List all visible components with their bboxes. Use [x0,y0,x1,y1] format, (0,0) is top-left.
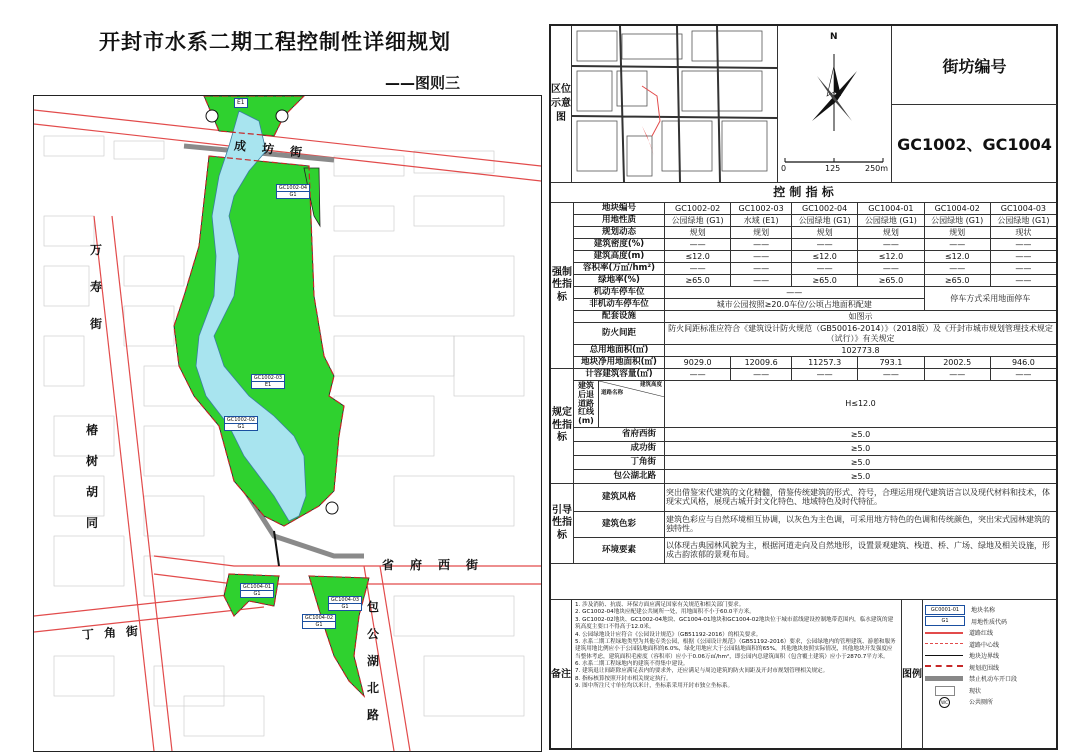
block-number-header: 街坊编号 [891,26,1057,105]
street-label-wanshou [90,241,102,332]
parcel-label[interactable]: GC1002-03 E1 [251,374,285,389]
cell: 2002.5 [924,357,990,369]
legend-text: 地块名称 [971,607,996,615]
row-label: 丁角街 [574,455,665,469]
cell: ≥5.0 [665,427,1057,441]
cell: 规划 [858,227,924,239]
cell: —— [731,239,792,251]
cell: ≥65.0 [665,275,731,287]
legend-item [925,685,1055,697]
street-char: 路 [367,708,380,722]
cell: —— [990,251,1056,263]
row-label: 规划动态 [574,227,665,239]
parcel-label[interactable]: GC1002-04 G1 [276,184,310,199]
cell: —— [990,263,1056,275]
note-item: 1. 涉及消防、抗震、环保方面应满足国家有关规范和相关部门要求。 [575,602,745,608]
street-label-baogonghu [367,598,379,723]
cell: 水域 (E1) [731,215,792,227]
cell: 规划 [665,227,731,239]
row-label: 建筑密度(%) [574,239,665,251]
cell: ≥5.0 [665,455,1057,469]
legend-text: 地块边界线 [969,653,1000,661]
row-label: 成功街 [574,441,665,455]
legend-text: 公共厕所 [969,699,994,707]
cell: 102773.8 [665,345,1057,357]
parcel-tag-top[interactable]: E1 [234,98,248,108]
cell: —— [665,287,925,299]
col-header: 地块编号 [574,203,665,215]
cell: —— [731,251,792,263]
street-char: 公 [367,627,380,641]
legend-swatch [925,652,963,660]
cell: —— [858,263,924,275]
cell: —— [791,369,857,381]
cell: 现状 [990,227,1056,239]
cell: —— [924,369,990,381]
cell: —— [791,263,857,275]
cell: 公园绿地 (G1) [665,215,731,227]
street-char: 湖 [367,654,380,668]
parcel-label[interactable]: GC1004-03 G1 [328,596,362,611]
legend-swatch [925,675,963,683]
row-label: 总用地面积(㎡) [574,345,665,357]
location-map [572,26,778,182]
legend-swatch [925,663,963,671]
cell: ≥5.0 [665,441,1057,455]
cell: 建筑色彩应与自然环境相互协调，以灰色为主色调，可采用地方特色的色调和传统颜色，突出宋式园林建筑的独特性。 [665,511,1057,537]
note-item: 6. 水系二期工程绿地内的建筑不得集中建设。 [575,661,689,667]
street-char: 万 [90,243,103,257]
cell: 公园绿地 (G1) [791,215,857,227]
cell: ≥65.0 [791,275,857,287]
cell: ≤12.0 [665,251,731,263]
legend-text: 道路中心线 [969,641,1000,649]
row-label: 地块净用地面积(㎡) [574,357,665,369]
cell: —— [731,369,792,381]
cell: 如图示 [665,311,1057,323]
section-mandatory: 强制性指标 [551,203,574,369]
setback-label: 建筑后退道路红线(m) [574,381,599,427]
parcel-label[interactable]: GC1002-02 G1 [224,416,258,431]
cell: —— [990,239,1056,251]
legend-swatch [925,640,963,648]
cell: 突出借鉴宋代建筑的文化精髓，借鉴传统建筑的形式、符号，合理运用现代建筑语言以及现代材料和技术，体现宋式风格，展现古城开封文化特色、地域特色及时代特征。 [665,483,1057,511]
street-char: 包 [367,600,380,614]
cell: 11257.3 [791,357,857,369]
street-char: 府 [410,558,423,572]
control-indicators [551,182,1056,564]
col-header: GC1002-03 [731,203,792,215]
row-label: 环境要素 [574,537,665,563]
street-char: 同 [86,516,99,530]
col-header: GC1004-02 [924,203,990,215]
street-char: 北 [367,681,380,695]
cell: 12009.6 [731,357,792,369]
legend-item [925,696,1055,708]
street-char: 街 [90,317,103,331]
row-label: 用地性质 [574,215,665,227]
notes-area [551,599,1056,749]
cell: 规划 [731,227,792,239]
cell: 防火间距标准应符合《建筑设计防火规范（GB50016-2014）》（2018版）及《开封市城市规划管理技术规定（试行）》有关规定 [665,323,1057,345]
street-char: 街 [125,624,139,639]
cell: 城市公园按照≥20.0车位/公顷占地面积配建 [665,299,925,311]
legend-text: 禁止机动车开口段 [969,676,1018,684]
note-item: 4. 公园绿地设计应符合《公园设计规范》（GB51192-2016）的相关要求。 [575,631,762,638]
cell: 793.1 [858,357,924,369]
legend-item [925,673,1055,685]
parcel-label[interactable]: GC1004-02 G1 [302,614,336,629]
row-label: 容积率(万㎡/hm²) [574,263,665,275]
cell: 公园绿地 (G1) [924,215,990,227]
toilet-icon: WC [939,697,950,708]
cell: —— [858,369,924,381]
row-label: 非机动车停车位 [574,299,665,311]
row-label: 包公湖北路 [574,469,665,483]
street-char: 角 [103,625,117,641]
street-char: 坊 [261,141,275,157]
page-title: 开封市水系二期工程控制性详细规划 [99,30,451,54]
section-regulatory: 规定性指标 [551,369,574,484]
north-label: N [830,32,838,42]
street-char: 树 [86,454,99,468]
cell: H≤12.0 [665,381,1057,428]
street-char: 省 [382,558,395,572]
cell: —— [924,239,990,251]
legend-item [925,639,1055,651]
row-label: 计容建筑容量(㎡) [574,369,665,381]
cell: —— [665,369,731,381]
street-char: 丁 [81,627,95,642]
street-char: 街 [289,144,303,160]
legend-swatch: G1 [925,616,965,626]
legend-label: 图例 [901,600,923,749]
legend-text: 道路红线 [969,630,994,638]
cell: —— [858,239,924,251]
col-header: GC1002-04 [791,203,857,215]
legend-item [925,604,1055,616]
col-header: GC1002-02 [665,203,731,215]
street-char: 椿 [86,423,99,437]
legend-text: 规划范围线 [969,664,1000,672]
cell: 规划 [924,227,990,239]
block-number-value: GC1002、GC1004 [891,104,1057,182]
cell: 停车方式采用地面停车 [924,287,1056,311]
scale-250: 250m [865,164,889,173]
cell: —— [791,239,857,251]
cell: ≥65.0 [858,275,924,287]
col-header: GC1004-03 [990,203,1056,215]
location-label: 区位示意图 [551,26,572,182]
cell: 9029.0 [665,357,731,369]
row-label: 建筑色彩 [574,511,665,537]
cell: —— [990,369,1056,381]
cell: 以体现古典园林风貌为主，根据河道走向及自然地形，设置景观建筑、栈道、桥、广场、绿地及相关设施，形成古韵浓郁的景观布局。 [665,537,1057,563]
cell: ≥5.0 [665,469,1057,483]
plan-map[interactable] [33,95,542,752]
legend-text: 用地性质代码 [971,618,1008,626]
street-char: 寿 [90,280,103,294]
cell: ≥65.0 [924,275,990,287]
cell: —— [731,263,792,275]
cell: —— [731,275,792,287]
cell: ≤12.0 [924,251,990,263]
legend-swatch: GC0001-01 [925,605,965,615]
street-char: 胡 [86,485,99,499]
page-subtitle: ——图则三 [385,74,461,92]
row-label: 机动车停车位 [574,287,665,299]
street-label-shengfu [382,556,478,573]
street-char: 街 [466,558,479,572]
diag-bottom: 道路名称 [601,389,624,396]
note-item: 9. 图中所注尺寸单位均以米计，坐标系采用开封市独立坐标系。 [575,683,734,690]
north-arrow [777,26,891,182]
parcel-label[interactable]: GC1004-01 G1 [240,583,274,598]
legend-text: 现状 [969,687,982,695]
note-item: 8. 指标核算按照开封市相关规定执行。 [575,675,672,682]
section-guide: 引导性指标 [551,483,574,563]
row-label: 防火间距 [574,323,665,345]
street-label-chunshu [86,421,98,531]
street-char: 成 [233,138,247,154]
cell: —— [665,263,731,275]
scale-0: 0 [781,164,787,173]
cell: 946.0 [990,357,1056,369]
diagonal-header [599,381,664,397]
legend-item [925,627,1055,639]
cell: 公园绿地 (G1) [990,215,1056,227]
legend-item [925,662,1055,674]
row-label: 建筑高度(m) [574,251,665,263]
scale-125: 125 [825,164,841,173]
notes-label: 备注 [551,600,572,749]
note-item: 3. GC1002-02地块、GC1002-04地块、GC1004-01地块和GC1004-02地块位于城市蓝线建设控制地带范围内，临水建筑的建筑高度主要口不得高于12.0米。 [575,616,894,631]
legend [925,604,1055,708]
diag-top: 建筑高度 [639,382,662,388]
setback-header [574,381,665,428]
cell: ≤12.0 [858,251,924,263]
cell: 公园绿地 (G1) [858,215,924,227]
col-header: GC1004-01 [858,203,924,215]
legend-swatch [925,698,963,706]
cell: ≤12.0 [791,251,857,263]
row-label: 配套设施 [574,311,665,323]
legend-swatch [925,629,963,637]
north-scale-area [777,26,891,182]
cell: —— [924,263,990,275]
control-title: 控 制 指 标 [551,183,1056,203]
note-item: 5. 水系二期工程绿地类型为其他专类公园，根据《公园设计规范》（GB51192-2016）要求，公园绿地内的管理建筑、游憩和服务建筑用地比例应小于公园陆地面积的6.0%，绿化用地应大于公园陆地面积的65%，其他地块按照实际情况，其他地块开发强度应当整体考虑，建筑面积毛密度（容积率）应小于0.06万㎡/hm²，即公园内总建筑面积（包含覆土建筑）应小于2870.7平方米。 [575,638,896,660]
note-item: 2. GC1002-04地块应配建公共厕所一处，用地面积不小于60.0平方米。 [575,609,755,616]
cell: —— [665,239,731,251]
row-label: 省府西街 [574,427,665,441]
cell: 规划 [791,227,857,239]
notes-list [575,602,897,691]
row-label: 绿地率(%) [574,275,665,287]
info-panel [549,24,1058,750]
cell: —— [990,275,1056,287]
street-char: 西 [438,558,451,572]
row-label: 建筑风格 [574,483,665,511]
legend-item [925,650,1055,662]
legend-swatch [925,686,963,694]
note-item: 7. 建筑退让间距除应满足表内的要求外，还应满足与周边建筑的防火间距及开封市规划管理相关规定。 [575,668,829,675]
location-map-drawing [572,26,777,182]
legend-item [925,616,1055,628]
